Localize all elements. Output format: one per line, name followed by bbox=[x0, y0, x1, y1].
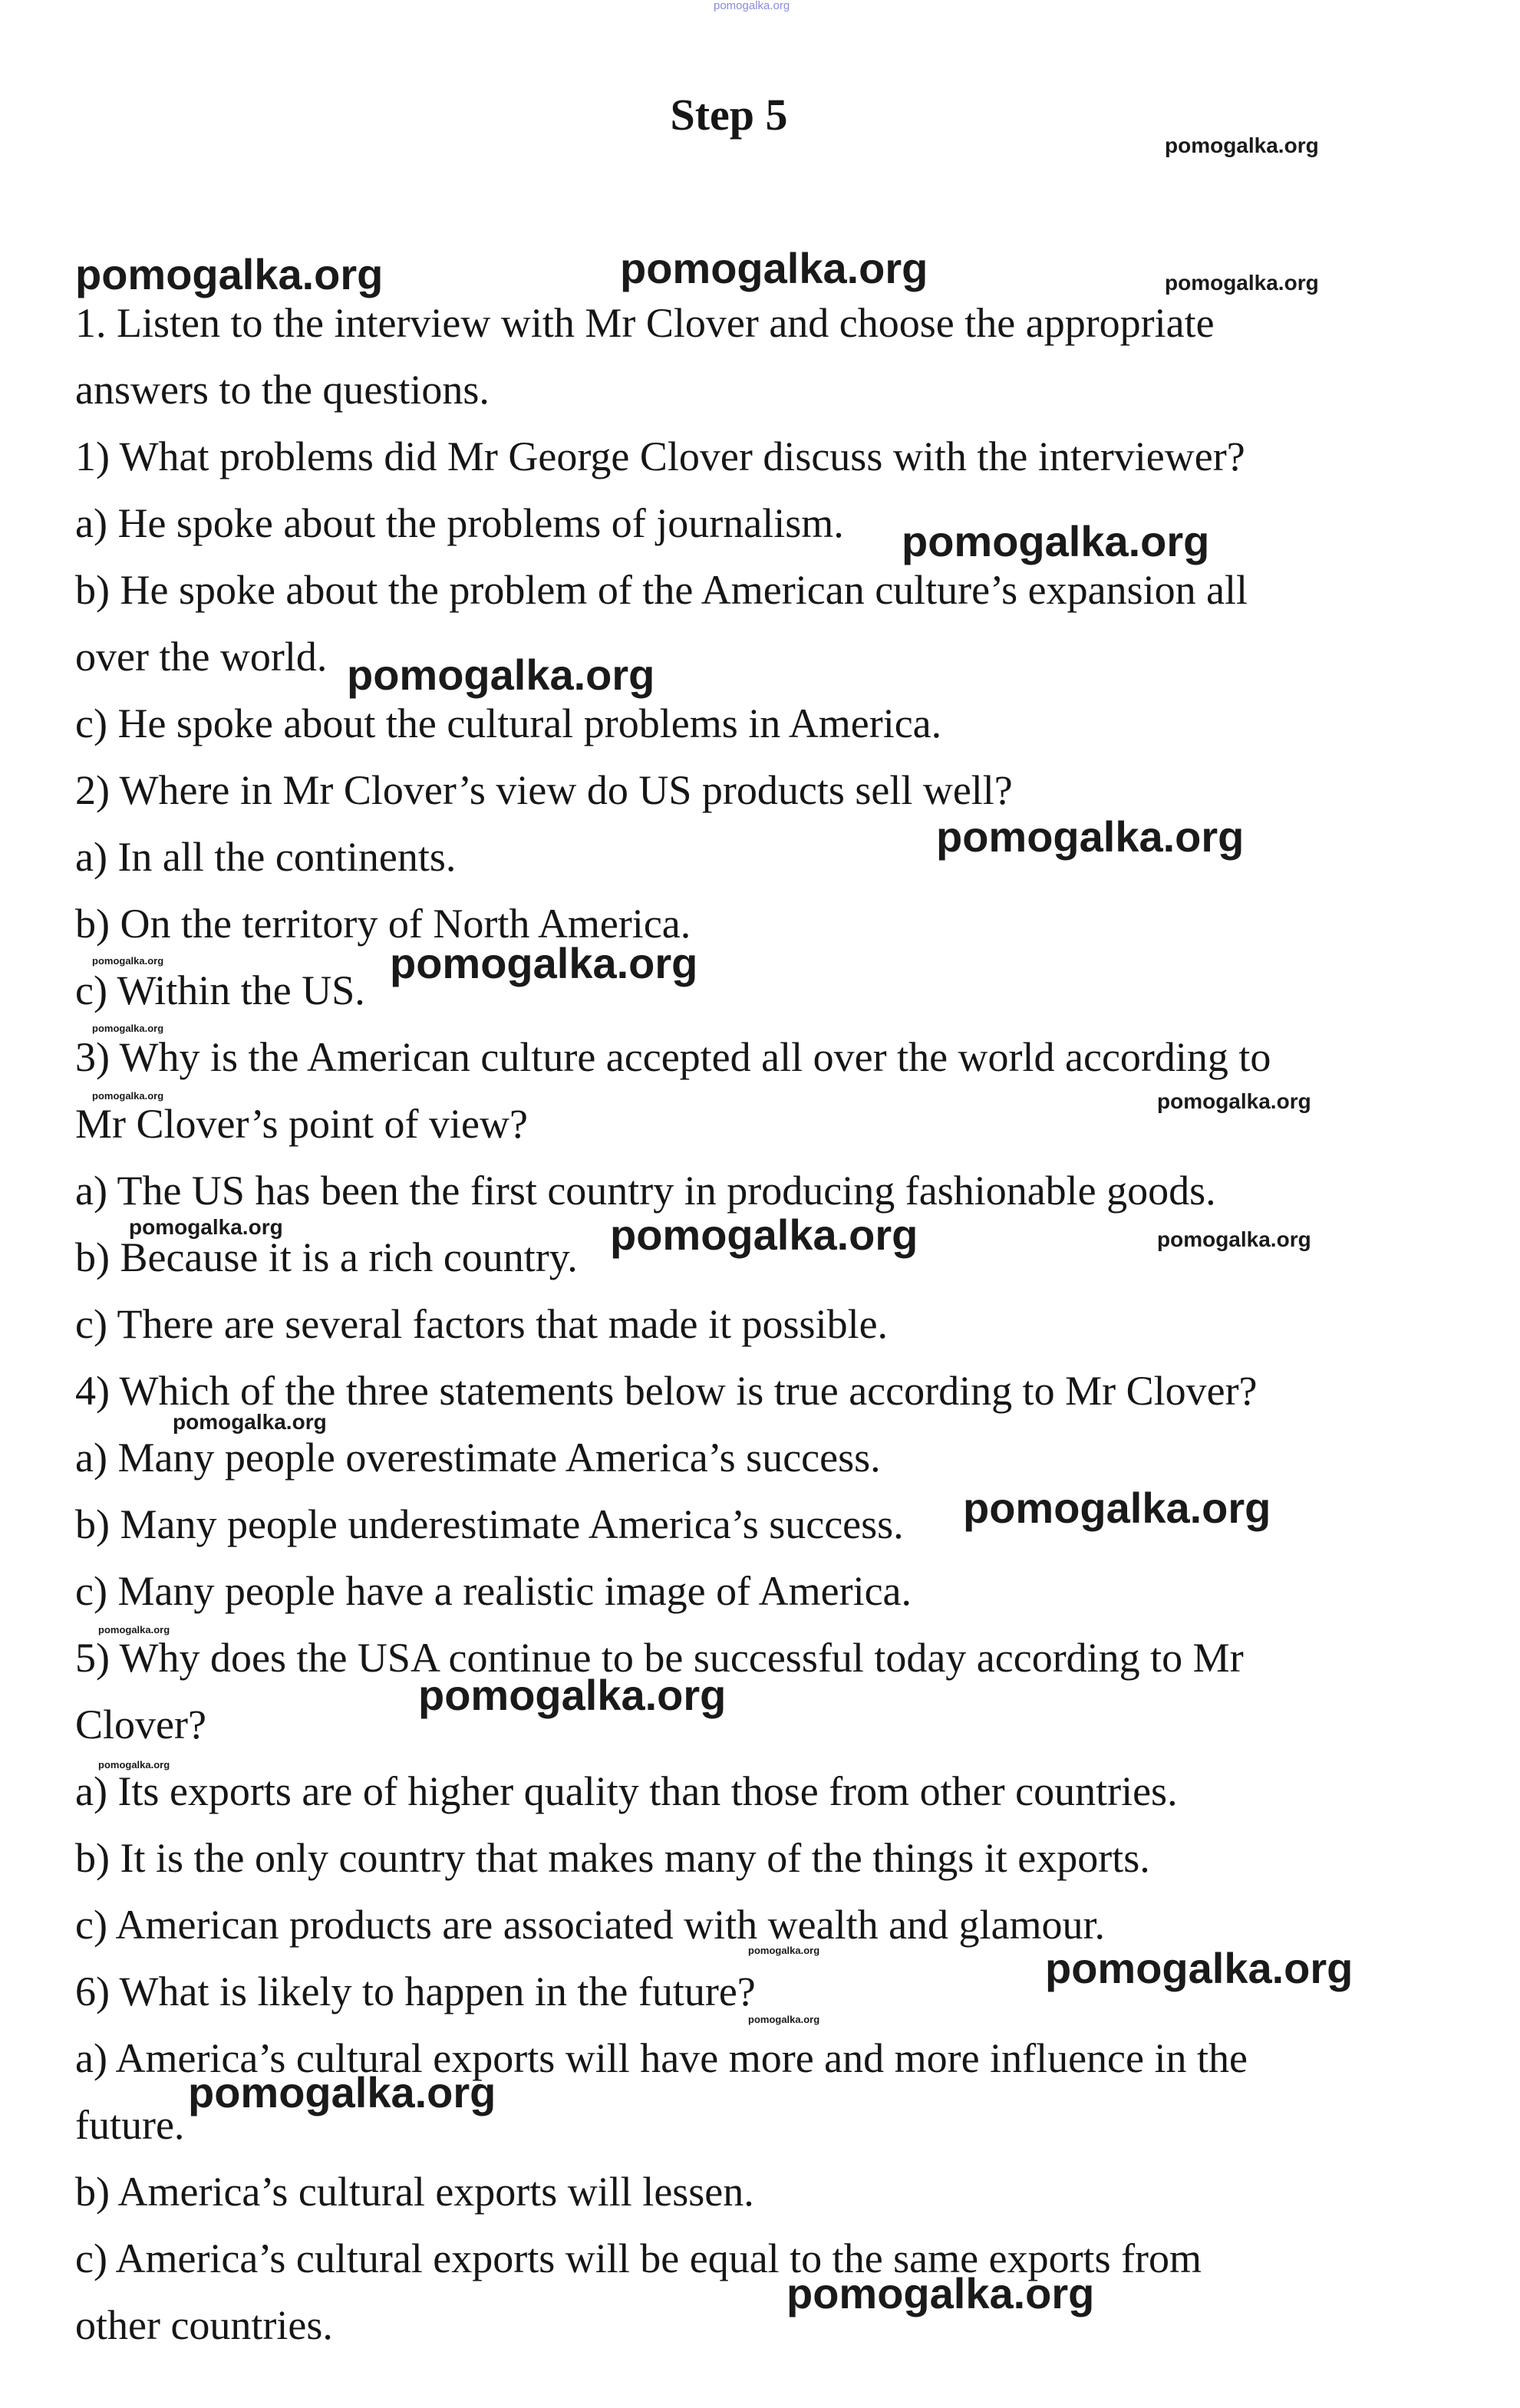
watermark-text: pomogalka.org bbox=[748, 2014, 820, 2025]
answer-option: b) It is the only country that makes many of the things it exports. bbox=[75, 1835, 1150, 1881]
watermark-text: pomogalka.org bbox=[129, 1215, 283, 1239]
watermark-text: pomogalka.org bbox=[75, 250, 384, 298]
watermark-text: pomogalka.org bbox=[98, 1624, 170, 1636]
question-3-cont: Mr Clover’s point of view? bbox=[75, 1101, 528, 1147]
answer-option: c) Within the US. bbox=[75, 967, 365, 1013]
question-2: 2) Where in Mr Clover’s view do US products sell well? bbox=[75, 767, 1013, 813]
watermark-text: pomogalka.org bbox=[1157, 1227, 1311, 1251]
answer-option: c) Many people have a realistic image of America. bbox=[75, 1568, 912, 1614]
watermark-text: pomogalka.org bbox=[902, 517, 1210, 565]
watermark-text: pomogalka.org bbox=[390, 939, 698, 987]
question-6: 6) What is likely to happen in the future? bbox=[75, 1968, 756, 2014]
answer-option: c) He spoke about the cultural problems in America. bbox=[75, 700, 942, 746]
answer-option: a) Its exports are of higher quality than those from other countries. bbox=[75, 1768, 1178, 1814]
question-5: 5) Why does the USA continue to be successful today according to Mr bbox=[75, 1635, 1244, 1681]
watermark-text: pomogalka.org bbox=[714, 0, 790, 12]
answer-option: b) He spoke about the problem of the American culture’s expansion all bbox=[75, 567, 1248, 613]
watermark-text: pomogalka.org bbox=[1045, 1944, 1353, 1992]
answer-option: future. bbox=[75, 2102, 185, 2148]
answer-option: c) There are several factors that made it possible. bbox=[75, 1301, 889, 1347]
question-1: 1) What problems did Mr George Clover discuss with the interviewer? bbox=[75, 433, 1245, 479]
watermark-text: pomogalka.org bbox=[748, 1945, 820, 1956]
answer-option: b) Because it is a rich country. bbox=[75, 1234, 578, 1280]
watermark-text: pomogalka.org bbox=[610, 1211, 918, 1259]
watermark-text: pomogalka.org bbox=[92, 1023, 164, 1034]
watermark-text: pomogalka.org bbox=[92, 955, 164, 967]
answer-option: a) He spoke about the problems of journalism. bbox=[75, 500, 844, 546]
watermark-text: pomogalka.org bbox=[620, 244, 928, 292]
watermark-text: pomogalka.org bbox=[347, 651, 655, 699]
question-3: 3) Why is the American culture accepted all over the world according to bbox=[75, 1034, 1271, 1080]
watermark-text: pomogalka.org bbox=[173, 1410, 327, 1434]
answer-option: other countries. bbox=[75, 2302, 333, 2348]
watermark-text: pomogalka.org bbox=[1165, 271, 1319, 295]
answer-option: b) America’s cultural exports will lessen. bbox=[75, 2169, 754, 2215]
answer-option: b) On the territory of North America. bbox=[75, 901, 691, 947]
answer-option: a) The US has been the first country in producing fashionable goods. bbox=[75, 1168, 1216, 1214]
answer-option: c) America’s cultural exports will be equal to the same exports from bbox=[75, 2235, 1202, 2281]
watermark-text: pomogalka.org bbox=[418, 1671, 727, 1719]
answer-option: a) America’s cultural exports will have more and more influence in the bbox=[75, 2035, 1248, 2081]
watermark-text: pomogalka.org bbox=[98, 1759, 170, 1771]
instruction-line: 1. Listen to the interview with Mr Clover and choose the appropriate bbox=[75, 300, 1215, 346]
watermark-text: pomogalka.org bbox=[1157, 1089, 1311, 1113]
watermark-text: pomogalka.org bbox=[92, 1090, 164, 1102]
answer-option: c) American products are associated with wealth and glamour. bbox=[75, 1902, 1106, 1948]
answer-option: over the world. bbox=[75, 634, 328, 680]
watermark-text: pomogalka.org bbox=[1165, 133, 1319, 157]
answer-option: a) In all the continents. bbox=[75, 834, 457, 880]
page-title: Step 5 bbox=[670, 90, 788, 140]
watermark-text: pomogalka.org bbox=[786, 2269, 1095, 2317]
answer-option: b) Many people underestimate America’s success. bbox=[75, 1501, 904, 1547]
watermark-text: pomogalka.org bbox=[963, 1484, 1271, 1532]
instruction-line: answers to the questions. bbox=[75, 367, 490, 413]
watermark-text: pomogalka.org bbox=[936, 812, 1245, 861]
question-5-cont: Clover? bbox=[75, 1701, 206, 1748]
answer-option: a) Many people overestimate America’s success. bbox=[75, 1435, 881, 1481]
question-4: 4) Which of the three statements below is true according to Mr Clover? bbox=[75, 1368, 1258, 1414]
watermark-text: pomogalka.org bbox=[188, 2068, 496, 2116]
